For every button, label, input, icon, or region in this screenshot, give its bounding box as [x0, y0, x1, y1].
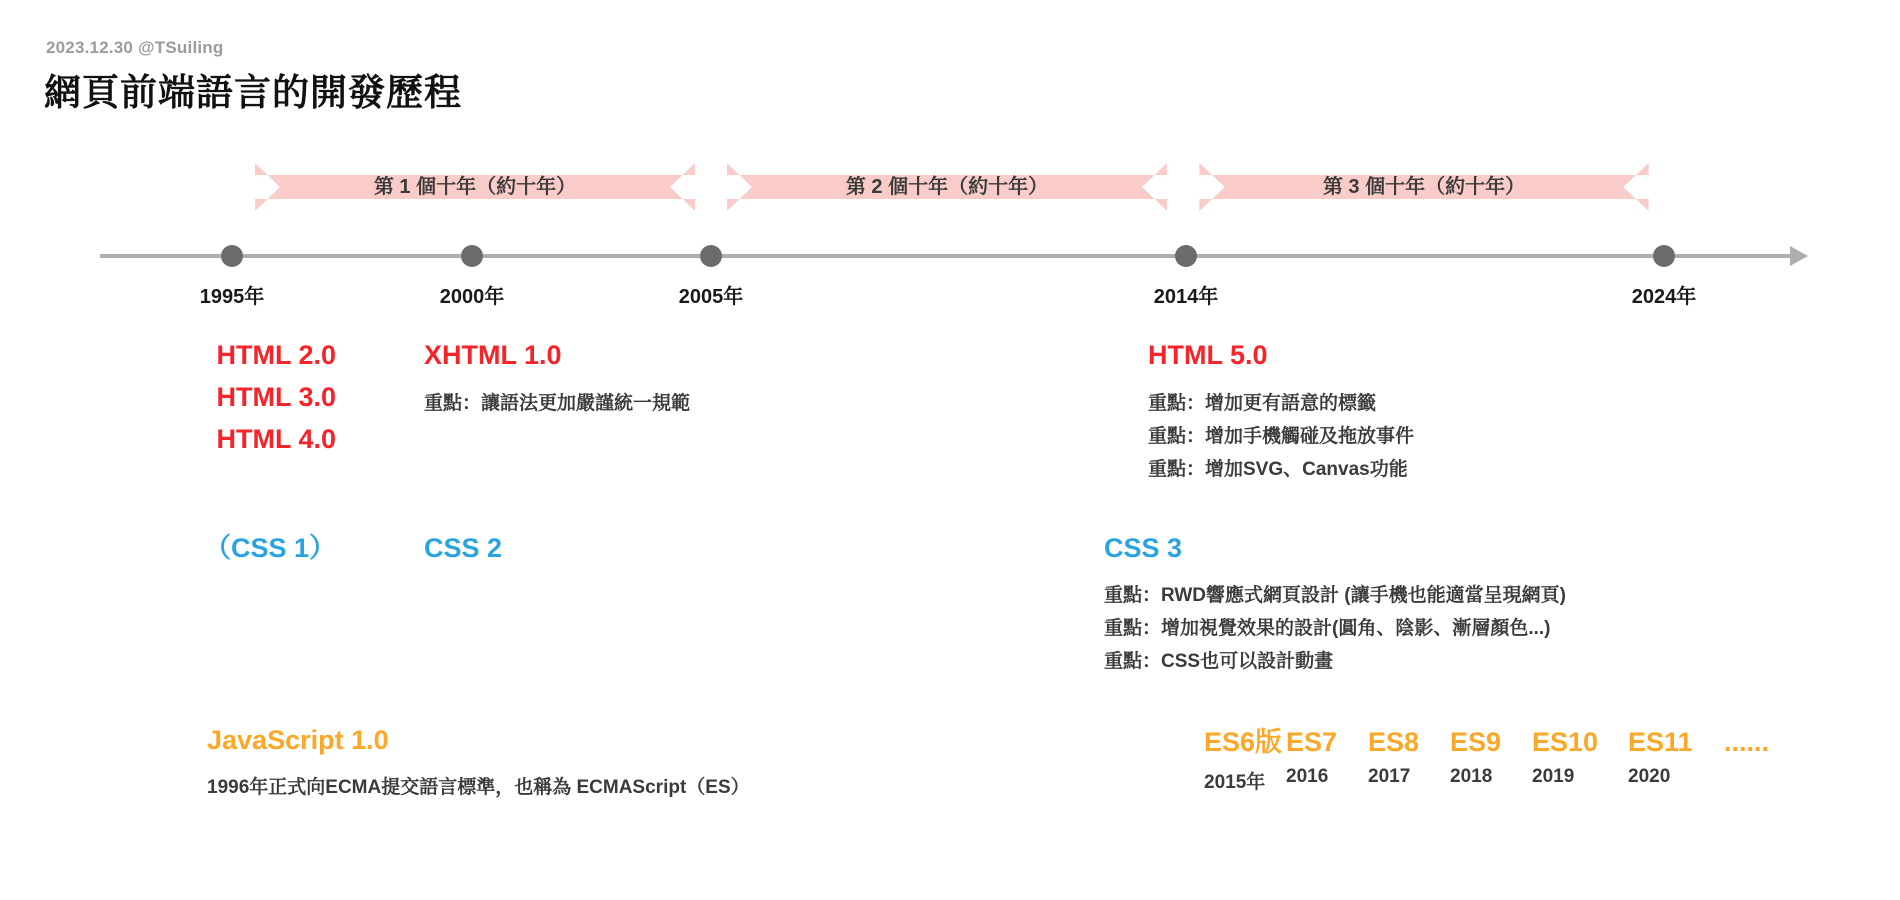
- timeline-node-label-1995: 1995年: [199, 286, 265, 308]
- es-year-es10: 2019: [1532, 766, 1575, 787]
- es-item-es10: [1532, 727, 1628, 788]
- css1-version: （CSS 1）: [203, 533, 336, 563]
- xhtml-version: XHTML 1.0: [424, 340, 562, 370]
- es-year-es7: 2016: [1286, 766, 1329, 787]
- es-version-row: [1204, 720, 1806, 794]
- javascript-note-1: 1996年正式向ECMA提交語言標準，也稱為 ECMAScript（ES）: [207, 776, 750, 798]
- html-version-4: HTML 4.0: [216, 423, 336, 454]
- html-group-2000: [424, 335, 690, 420]
- es-year-es6: 2015年: [1204, 772, 1266, 793]
- es-year-es9: 2018: [1450, 766, 1493, 787]
- html5-version: HTML 5.0: [1148, 340, 1268, 370]
- timeline-node-2014: [1175, 245, 1197, 267]
- decade-band-3-label: 第 3 個十年（約十年）: [1322, 176, 1526, 198]
- decade-band-2: [712, 163, 1182, 211]
- html5-note-3: 重點：增加SVG、Canvas功能: [1148, 459, 1408, 481]
- timeline-node-2000: [461, 245, 483, 267]
- es-item-es11: [1628, 727, 1724, 788]
- timeline-node-2024: [1653, 245, 1675, 267]
- timeline-node-label-2005: 2005年: [678, 286, 744, 308]
- css2-version: CSS 2: [424, 533, 503, 563]
- timeline-node-2005: [700, 245, 722, 267]
- es-item-es7: [1286, 727, 1368, 788]
- css3-note-2: 重點：增加視覺效果的設計(圓角、陰影、漸層顏色...): [1104, 617, 1551, 639]
- css3-version: CSS 3: [1104, 533, 1183, 563]
- es-item-es9: [1450, 727, 1532, 788]
- css-group-2000: [424, 528, 502, 569]
- decade-band-2-label: 第 2 個十年（約十年）: [845, 176, 1049, 198]
- html-group-2014: [1148, 335, 1414, 487]
- timeline-node-label-2014: 2014年: [1153, 286, 1219, 308]
- html-version-3: HTML 3.0: [216, 381, 336, 412]
- page-title: 網頁前端語言的開發歷程: [44, 72, 462, 113]
- timeline-node-label-2000: 2000年: [439, 286, 505, 308]
- css-group-1995: [96, 528, 336, 569]
- es-year-es8: 2017: [1368, 766, 1411, 787]
- xhtml-note-1: 重點：讓語法更加嚴謹統一規範: [424, 392, 691, 414]
- javascript-version: JavaScript 1.0: [207, 725, 389, 755]
- html5-note-1: 重點：增加更有語意的標籤: [1148, 392, 1377, 414]
- html-group-1995: [96, 335, 336, 461]
- es-item-more: [1724, 727, 1806, 758]
- decade-band-3: [1184, 163, 1664, 211]
- css3-note-1: 重點：RWD響應式網頁設計 (讓手機也能適當呈現網頁): [1104, 584, 1566, 606]
- byline: [46, 38, 223, 58]
- css3-note-3: 重點：CSS也可以設計動畫: [1104, 651, 1334, 672]
- es-name-es8: ES8: [1368, 727, 1420, 757]
- timeline-node-1995: [221, 245, 243, 267]
- es-name-es11: ES11: [1628, 727, 1693, 757]
- es-name-es10: ES10: [1532, 727, 1599, 757]
- html-version-2: HTML 2.0: [216, 340, 336, 370]
- js-group-2000: [207, 720, 750, 804]
- es-name-more: ......: [1724, 727, 1770, 757]
- es-name-es9: ES9: [1450, 727, 1502, 757]
- timeline-arrow-head-icon: [1790, 246, 1808, 266]
- es-item-es6: [1204, 720, 1286, 794]
- decade-band-1: [240, 163, 710, 211]
- byline-date: 2023.12.30: [46, 38, 134, 57]
- html5-note-2: 重點：增加手機觸碰及拖放事件: [1148, 426, 1415, 448]
- css-group-2014: [1104, 528, 1566, 678]
- timeline-node-label-2024: 2024年: [1631, 286, 1697, 308]
- es-name-es7: ES7: [1286, 727, 1338, 757]
- byline-handle: @TSuiling: [138, 38, 224, 57]
- timeline-axis: [100, 254, 1800, 258]
- es-name-es6: ES6版: [1204, 727, 1283, 757]
- es-year-es11: 2020: [1628, 766, 1671, 787]
- es-item-es8: [1368, 727, 1450, 788]
- decade-band-1-label: 第 1 個十年（約十年）: [373, 176, 577, 198]
